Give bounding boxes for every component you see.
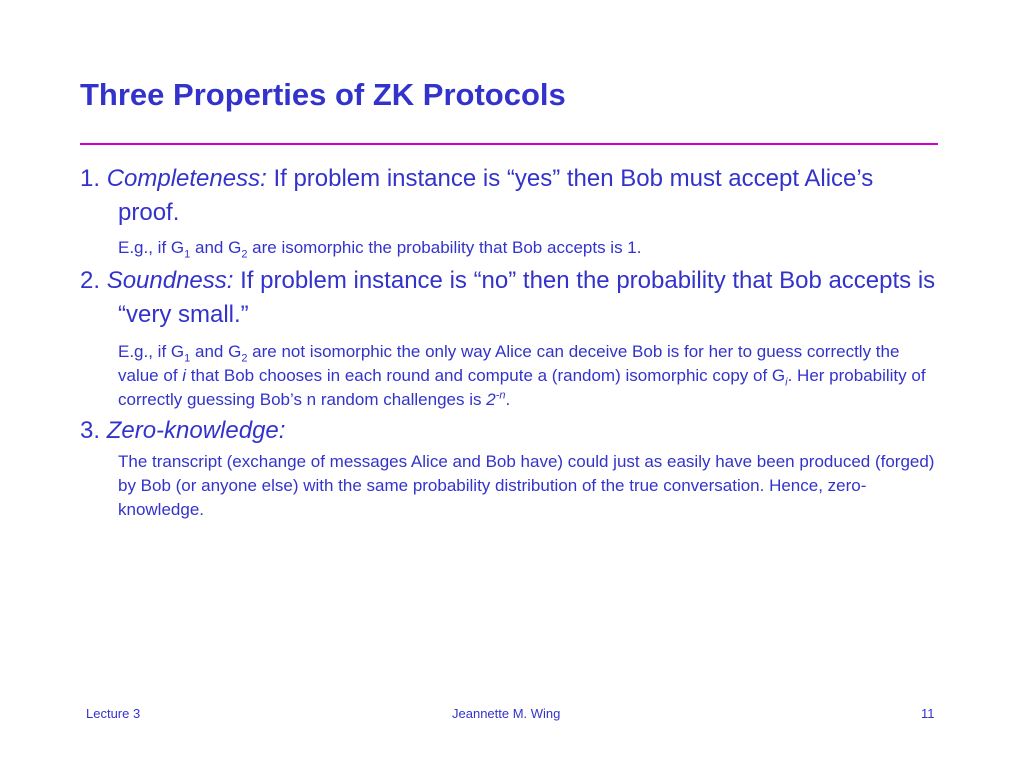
- property-completeness: [80, 162, 940, 230]
- example-text: are isomorphic the probability that Bob accepts is 1.: [247, 238, 642, 257]
- variable: 2: [486, 390, 496, 409]
- property-zero-knowledge: [80, 414, 940, 448]
- item-number: 1.: [80, 165, 101, 192]
- item-text: If problem instance is “yes” then Bob must accept Alice’s proof.: [118, 165, 874, 226]
- superscript: -n: [495, 389, 506, 402]
- item-number: 2.: [80, 267, 101, 294]
- slide-body: [80, 162, 940, 522]
- item-number: 3.: [80, 417, 101, 444]
- item-text: If problem instance is “no” then the probability that Bob accepts is “very small.”: [118, 267, 936, 328]
- footer-author: Jeannette M. Wing: [452, 706, 561, 721]
- item-term: Zero-knowledge:: [106, 417, 286, 444]
- subscript: 2: [241, 248, 248, 261]
- item-term: Completeness:: [106, 165, 267, 192]
- variable: i: [182, 366, 187, 385]
- example-text: and G: [190, 238, 242, 257]
- item-term: Soundness:: [106, 267, 234, 294]
- subscript: 2: [241, 352, 248, 365]
- slide-title: Three Properties of ZK Protocols: [80, 77, 566, 112]
- title-divider: [80, 143, 938, 145]
- example-text: E.g., if G: [118, 238, 185, 257]
- example-text: are not isomorphic the only way Alice can deceive Bob is for her to guess correctly the value of: [118, 342, 900, 385]
- example-text: that Bob chooses in each round and compute a (random) isomorphic copy of G: [186, 366, 786, 385]
- footer-page-number: 11: [921, 706, 935, 721]
- example-text: . Her probability of correctly guessing Bob’s n random challenges is: [118, 366, 926, 409]
- soundness-example: [80, 340, 940, 412]
- subscript: i: [785, 376, 788, 389]
- example-text: .: [505, 390, 511, 409]
- completeness-example: [80, 236, 940, 260]
- example-text: E.g., if G: [118, 342, 185, 361]
- property-soundness: [80, 264, 940, 332]
- zero-knowledge-explanation: The transcript (exchange of messages Alice and Bob have) could just as easily have been produced (forged) by Bob (or anyone else) with the same probability distribution of the true conversation. Hence, zero-knowledge.: [118, 452, 935, 519]
- example-text: and G: [190, 342, 242, 361]
- subscript: 1: [184, 248, 191, 261]
- footer-lecture: Lecture 3: [86, 706, 141, 721]
- subscript: 1: [184, 352, 191, 365]
